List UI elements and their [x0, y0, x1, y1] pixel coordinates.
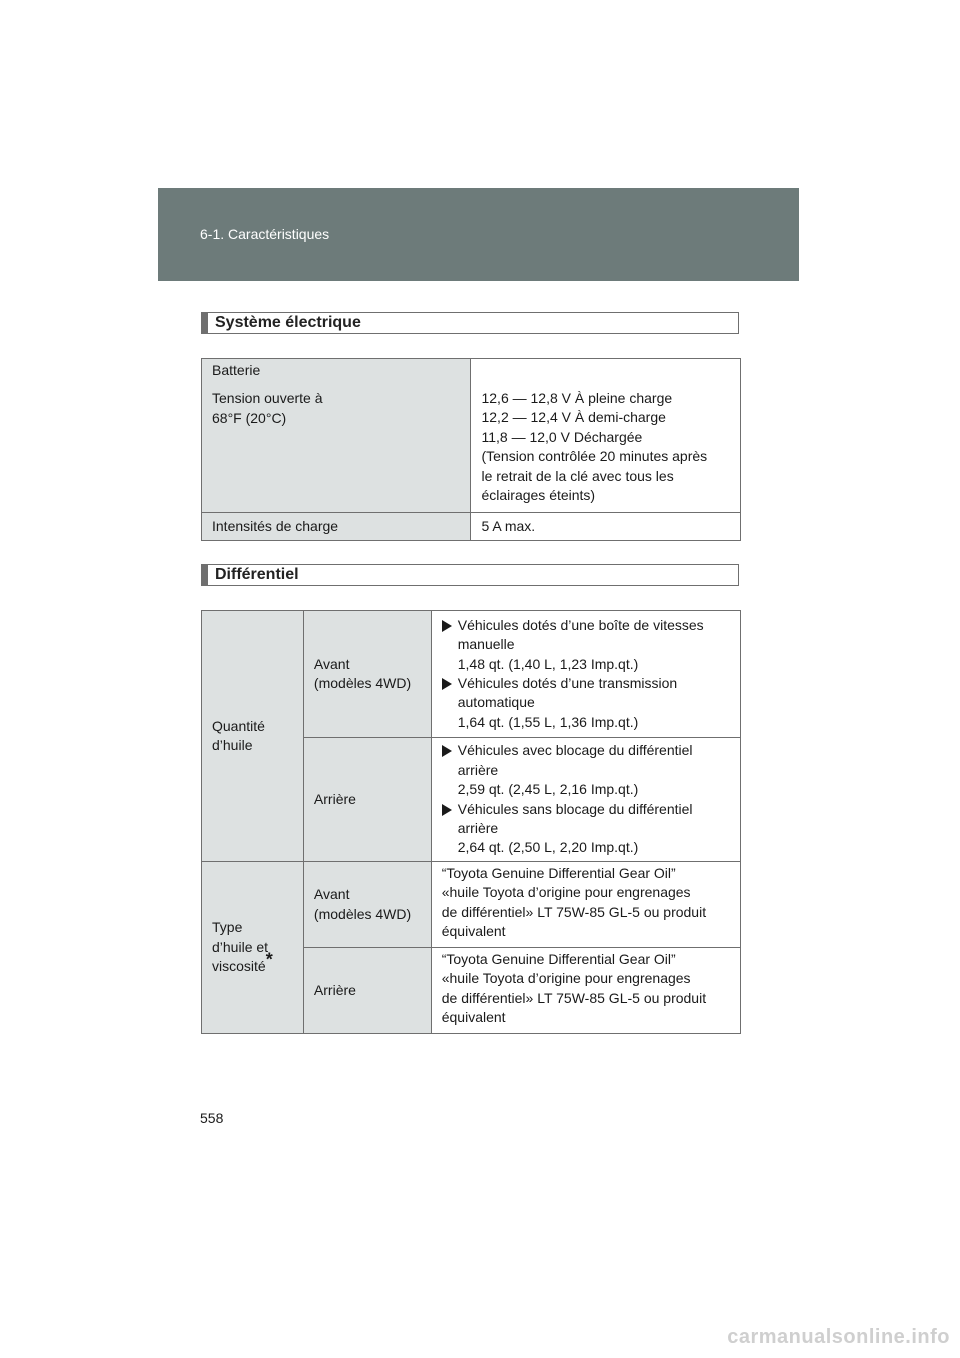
oil-type-line: équivalent	[441, 923, 506, 940]
front-oil-type-cell	[431, 862, 740, 948]
voltage-label-line-2: 68°F (20°C)	[212, 409, 287, 426]
page-number: 558	[200, 1110, 224, 1126]
voltage-value-line: le retrait de la clé avec tous les	[481, 467, 674, 484]
oil-type-line: “Toyota Genuine Differential Gear Oil”	[441, 951, 676, 967]
triangle-bullet-icon	[442, 620, 452, 632]
charge-value: 5 A max.	[471, 513, 741, 541]
section-title-differential	[201, 564, 739, 586]
rear-label: Arrière	[303, 738, 431, 862]
table-row-oil-type-front	[202, 862, 741, 948]
list-item-line: 2,59 qt. (2,45 L, 2,16 Imp.qt.)	[457, 781, 639, 798]
triangle-bullet-icon	[442, 678, 452, 690]
table-row-oil-qty-front	[202, 611, 741, 738]
battery-label-cell	[202, 359, 471, 513]
list-item-line: manuelle	[457, 636, 515, 653]
list-item	[442, 800, 730, 858]
oil-qty-label-line-1: Quantité	[212, 717, 265, 734]
oil-type-label-cell	[202, 862, 304, 1034]
list-item-line: 2,64 qt. (2,50 L, 2,20 Imp.qt.)	[457, 839, 639, 856]
voltage-value-cell	[471, 359, 741, 513]
oil-type-line: de différentiel» LT 75W-85 GL-5 ou produit	[441, 903, 707, 920]
triangle-bullet-icon	[442, 745, 452, 757]
oil-qty-label-cell	[202, 611, 304, 862]
section-title-electrical	[201, 312, 739, 334]
oil-type-line: de différentiel» LT 75W-85 GL-5 ou produit	[441, 989, 707, 1006]
front-qty-cell	[431, 611, 740, 738]
footnote-star-icon: *	[265, 949, 273, 970]
front-label-line-2: (modèles 4WD)	[313, 675, 412, 691]
front-label-line-1: Avant	[313, 655, 350, 672]
section-title-marker	[202, 313, 208, 333]
voltage-value-line: (Tension contrôlée 20 minutes après	[481, 448, 708, 465]
chapter-header	[158, 188, 799, 281]
charge-label: Intensités de charge	[202, 513, 471, 541]
oil-qty-label-line-2: d’huile	[212, 737, 253, 753]
voltage-value-line: éclairages éteints)	[481, 487, 596, 504]
oil-type-label-line-3	[212, 949, 293, 976]
list-item-line: Véhicules avec blocage du différentiel	[457, 742, 693, 759]
list-item-line: arrière	[457, 761, 499, 778]
oil-type-line: «huile Toyota d’origine pour engrenages	[441, 970, 691, 987]
section-title-label: Différentiel	[215, 566, 299, 583]
voltage-value-line: 12,2 — 12,4 V À demi-charge	[481, 409, 666, 426]
list-item-line: 1,64 qt. (1,55 L, 1,36 Imp.qt.)	[457, 713, 639, 730]
rear-qty-list	[442, 741, 730, 857]
oil-type-label-text: viscosité	[212, 958, 266, 975]
front-label-line-1: Avant	[313, 886, 350, 903]
table-row-charge	[202, 513, 741, 541]
section-title-marker	[202, 565, 208, 585]
section-title-label: Système électrique	[215, 314, 361, 331]
front-label-cell	[303, 611, 431, 738]
front-qty-list	[442, 616, 730, 732]
list-item-line: Véhicules dotés d’une transmission	[457, 675, 678, 691]
triangle-bullet-icon	[442, 804, 452, 816]
voltage-value-line: 12,6 — 12,8 V À pleine charge	[481, 390, 673, 406]
chapter-title: 6-1. Caractéristiques	[200, 226, 330, 242]
list-item-line: 1,48 qt. (1,40 L, 1,23 Imp.qt.)	[457, 655, 639, 672]
list-item	[442, 674, 730, 732]
list-item-line: arrière	[457, 819, 499, 836]
differential-table	[201, 610, 741, 1034]
electrical-table	[201, 358, 741, 541]
voltage-label-line-1: Tension ouverte à	[212, 390, 323, 407]
table-row-battery	[202, 359, 741, 513]
rear-type-label: Arrière	[303, 948, 431, 1034]
battery-label: Batterie	[212, 362, 261, 378]
oil-type-line: “Toyota Genuine Differential Gear Oil”	[441, 865, 676, 881]
list-item	[442, 616, 730, 674]
watermark: carmanualsonline.info	[727, 1326, 950, 1348]
rear-qty-cell	[431, 738, 740, 862]
oil-type-line: équivalent	[441, 1009, 506, 1026]
oil-type-label-line-1: Type	[212, 919, 243, 936]
oil-type-label-line-2: d’huile et	[212, 938, 269, 955]
rear-oil-type-cell	[431, 948, 740, 1034]
front-type-label-cell	[303, 862, 431, 948]
list-item-line: Véhicules sans blocage du différentiel	[457, 800, 693, 817]
oil-type-line: «huile Toyota d’origine pour engrenages	[441, 884, 691, 901]
list-item-line: automatique	[457, 694, 535, 711]
front-label-line-2: (modèles 4WD)	[313, 905, 412, 922]
list-item-line: Véhicules dotés d’une boîte de vitesses	[457, 616, 704, 633]
voltage-value-line: 11,8 — 12,0 V Déchargée	[481, 428, 643, 445]
list-item	[442, 741, 730, 799]
